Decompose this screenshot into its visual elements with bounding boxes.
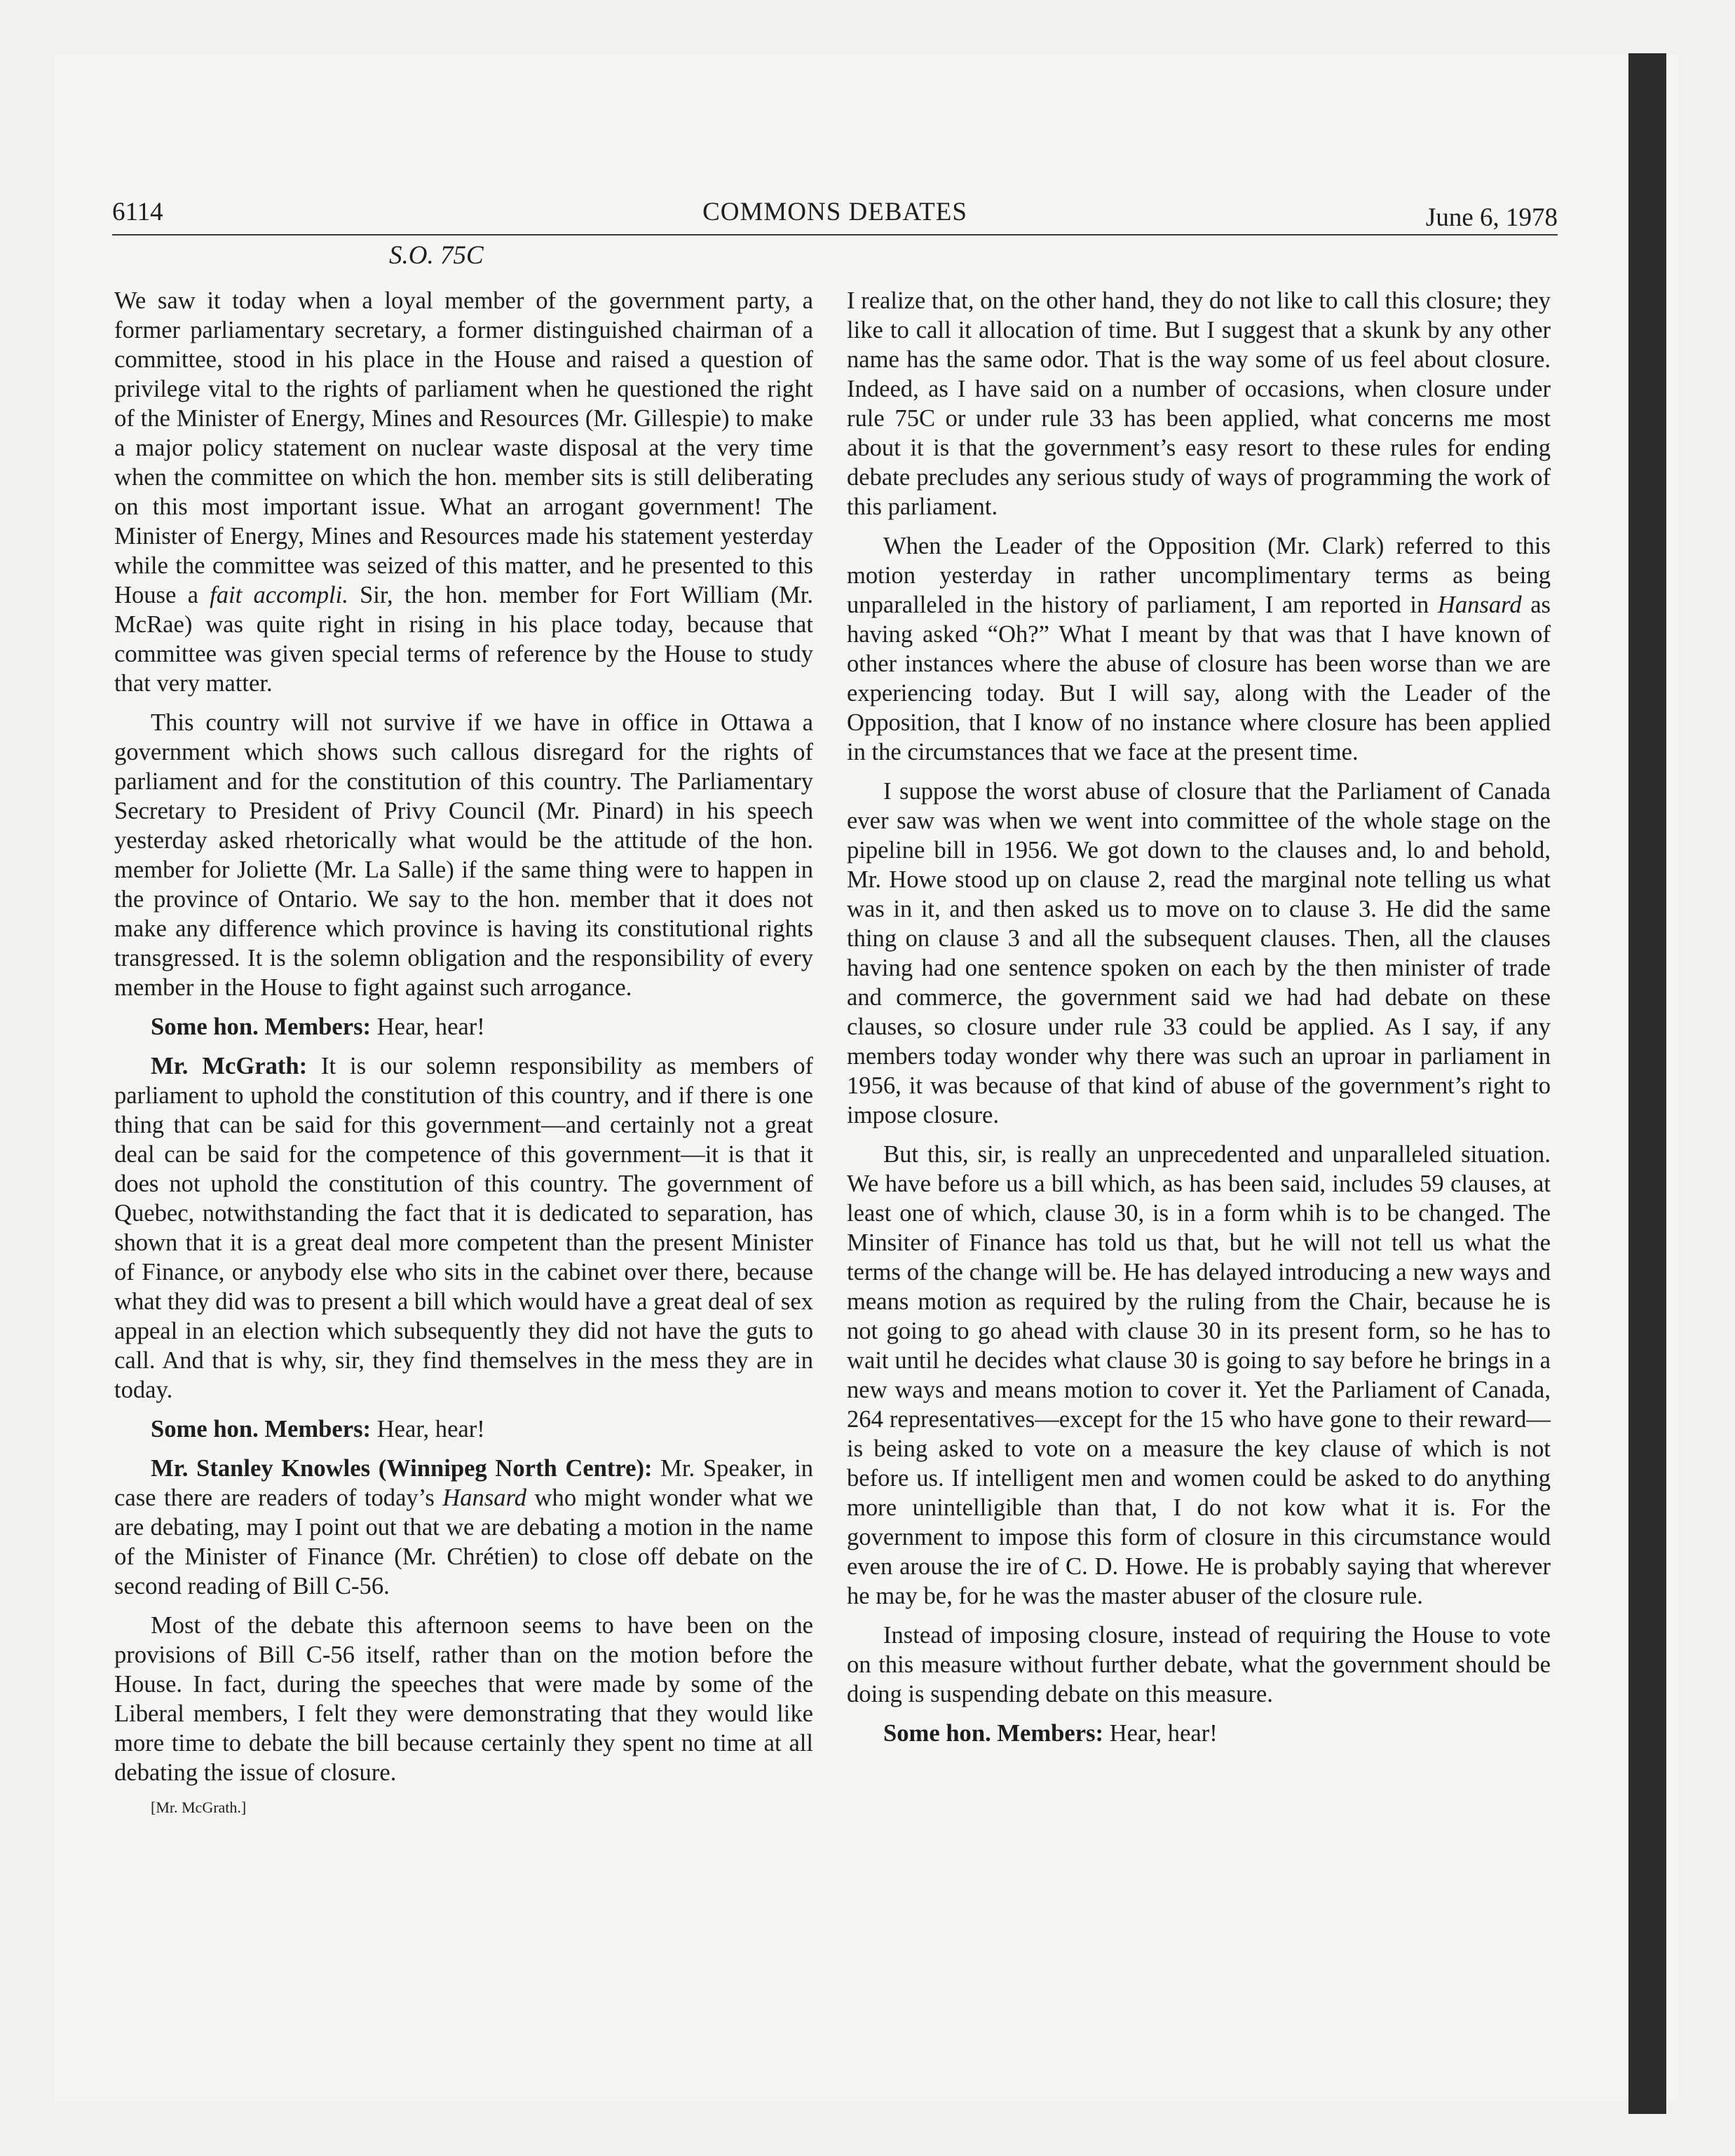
interjection: Some hon. Members: Hear, hear! bbox=[883, 1720, 1218, 1747]
paragraph: But this, sir, is really an unprecedented and unparalleled situation. We have before us a bill which, as has been said, includes 59 clauses, at least one of which, clause 30, is in a form whih is to be changed. The Minsiter of Finance has told us that, but he will not tell us what the terms of the change will be. He has delayed introducing a new ways and means motion as required by the ruling from the Chair, because he is not going to go ahead with clause 30 in its present form, so he has to wait until he decides what clause 30 is going to say before he brings in a new ways and means motion to cover it. Yet the Parliament of Canada, 264 representatives—except for the 15 who have gone to their reward—is being asked to vote on a measure the key clause of which is not before us. If intelligent men and women could be asked to do anything more unintelligible than that, I do not kow what it is. For the government to impose this form of closure in this circumstance would even arouse the ire of C. D. Howe. He is probably saying that wherever he may be, for he was the master abuser of the closure rule. bbox=[847, 1141, 1551, 1609]
paragraph: Most of the debate this afternoon seems to have been on the provisions of Bill C-56 itself, rather than on the motion before the House. In fact, during the speeches that were made by some of the Liberal members, I felt they were demonstrating that they would like more time to debate the bill because certainly they spent no time at all debating the issue of closure. bbox=[114, 1612, 813, 1786]
publication-date: June 6, 1978 bbox=[1425, 203, 1558, 232]
page-number: 6114 bbox=[112, 198, 163, 226]
speaker-name: Mr. McGrath: bbox=[151, 1053, 308, 1079]
paragraph: I realize that, on the other hand, they do not like to call this closure; they like to call it allocation of time. But I suggest that a skunk by any other name has the same odor. That is the way some of us feel about closure. Indeed, as I have said on a number of occasions, when closure under rule 75C or under rule 33 has been applied, what concerns me most about it is that the government’s easy resort to these rules for ending debate precludes any serious study of ways of programming the work of this parliament. bbox=[847, 287, 1551, 520]
paragraph: I suppose the worst abuse of closure that the Parliament of Canada ever saw was when we went into committee of the whole stage on the pipeline bill in 1956. We got down to the clauses and, lo and behold, Mr. Howe stood up on clause 2, read the marginal note telling us what was in it, and then asked us to move on to clause 3. He did the same thing on clause 3 and all the subsequent clauses. Then, all the clauses having had one sentence spoken on each by the then minister of trade and commerce, the government said we had had debate on these clauses, so closure under rule 33 could be applied. As I say, if any members today wonder why there was such an uproar in parliament in 1956, it was because of that kind of abuse of the government’s right to impose closure. bbox=[847, 778, 1551, 1128]
right-column bbox=[847, 286, 1551, 1758]
speaker-name: Some hon. Members: bbox=[151, 1014, 372, 1040]
speaker-name: Some hon. Members: bbox=[151, 1416, 372, 1442]
scan-edge-strip bbox=[1628, 53, 1666, 2114]
left-column bbox=[114, 286, 813, 1818]
paragraph: When the Leader of the Opposition (Mr. Clark) referred to this motion yesterday in rather uncomplimentary terms as being unparalleled in the history of parliament, I am reported in Hansard as having asked “Oh?” What I meant by that was that I have known of other instances where the abuse of closure has been worse than we are experiencing today. But I will say, along with the Leader of the Opposition, that I know of no instance where closure has been applied in the circumstances that we face at the present time. bbox=[847, 533, 1551, 765]
speaker-name: Some hon. Members: bbox=[883, 1720, 1104, 1747]
paragraph: This country will not survive if we have in office in Ottawa a government which shows such callous disregard for the rights of parliament and for the constitution of this country. The Parliamentary Secretary to President of Privy Council (Mr. Pinard) in his speech yesterday asked rhetorically what would be the attitude of the hon. member for Joliette (Mr. La Salle) if the same thing were to happen in the province of Ontario. We say to the hon. member that it does not make any difference which province is having its constitutional rights transgressed. It is the solemn obligation and the responsibility of every member in the House to fight against such arrogance. bbox=[114, 709, 813, 1001]
interjection: Some hon. Members: Hear, hear! bbox=[151, 1014, 485, 1040]
interjection: Some hon. Members: Hear, hear! bbox=[151, 1416, 485, 1442]
speech-paragraph: Mr. McGrath: It is our solemn responsibility as members of parliament to uphold the constitution of this country, and if there is one thing that can be said for this government—and certainly not a great deal can be said for the competence of this government—it is that it does not uphold the constitution of this country. The government of Quebec, notwithstanding the fact that it is dedicated to separation, has shown that it is a great deal more competent than the present Minister of Finance, or anybody else who sits in the cabinet over there, because what they did was to present a bill which would have a great deal of sex appeal in an election which subsequently they did not have the guts to call. And that is why, sir, they find themselves in the mess they are in today. bbox=[114, 1053, 813, 1403]
publication-title: COMMONS DEBATES bbox=[702, 198, 967, 226]
speech-paragraph: Mr. Stanley Knowles (Winnipeg North Centre): Mr. Speaker, in case there are readers of today’s Hansard who might wonder what we are debating, may I point out that we are debating a motion in the name of the Minister of Finance (Mr. Chrétien) to close off debate on the second reading of Bill C-56. bbox=[114, 1455, 814, 1599]
running-header bbox=[112, 195, 1558, 236]
standing-order-reference: S.O. 75C bbox=[389, 241, 484, 270]
paragraph: We saw it today when a loyal member of the government party, a former parliamentary secretary, a former distinguished chairman of a committee, stood in his place in the House and raised a question of privilege vital to the rights of parliament when he questioned the right of the Minister of Energy, Mines and Resources (Mr. Gillespie) to make a major policy statement on nuclear waste disposal at the very time when the committee on which the hon. member sits is still deliberating on this most important issue. What an arrogant government! The Minister of Energy, Mines and Resources made his statement yesterday while the committee was seized of this matter, and he presented to this House a fait accompli. Sir, the hon. member for Fort William (Mr. McRae) was quite right in rising in his place today, because that committee was given special terms of reference by the House to study that very matter. bbox=[114, 287, 813, 697]
speaker-footnote: [Mr. McGrath.] bbox=[151, 1799, 247, 1816]
speaker-name: Mr. Stanley Knowles (Winnipeg North Centre): bbox=[151, 1455, 653, 1482]
paragraph: Instead of imposing closure, instead of requiring the House to vote on this measure without further debate, what the government should be doing is suspending debate on this measure. bbox=[847, 1622, 1551, 1707]
